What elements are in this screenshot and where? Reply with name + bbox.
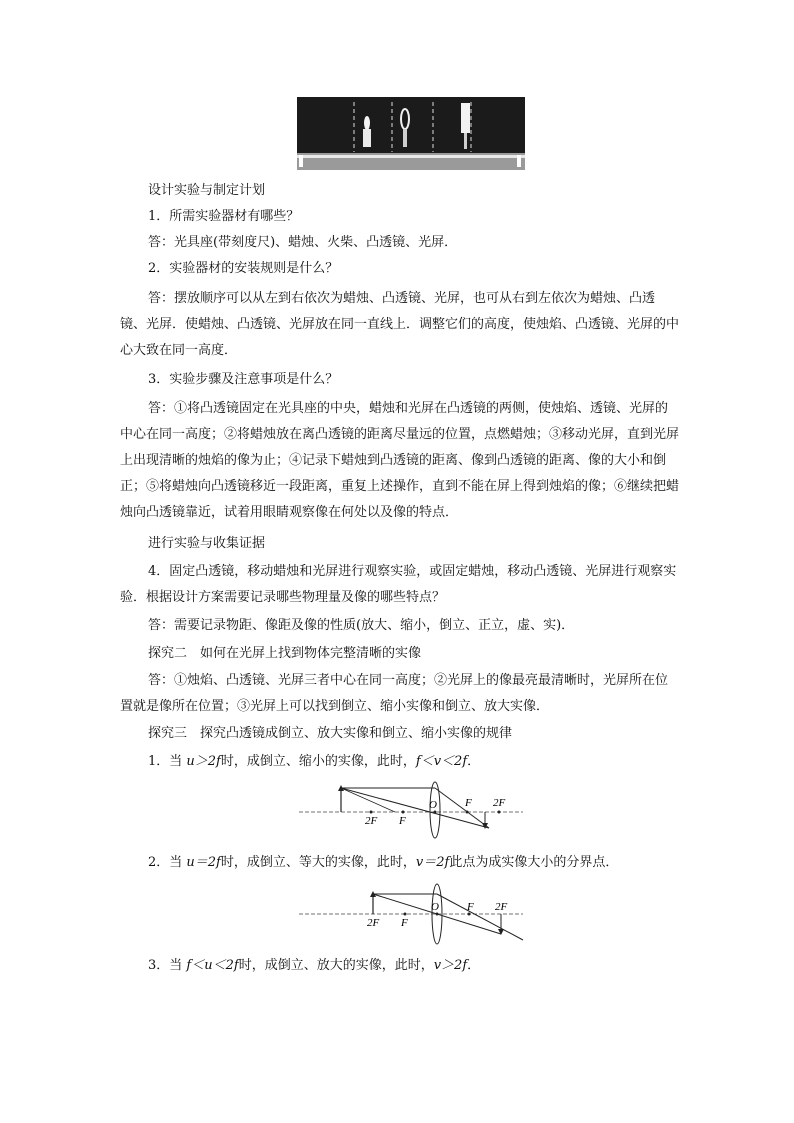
answer-2: 答：摆放顺序可以从左到右依次为蜡烛、凸透镜、光屏，也可从右到左依次为蜡烛、凸透镜、光屏．使蜡烛、凸透镜、光屏放在同一直线上．调整它们的高度，使烛焰、凸透镜、光屏的中心大致在同一高度．: [120, 291, 680, 358]
answer-5: 答：①烛焰、凸透镜、光屏三者中心在同一高度；②光屏上的像最亮最清晰时，光屏所在位置就是像所在位置；③光屏上可以找到倒立、缩小实像和倒立、放大实像．: [120, 673, 669, 714]
label-2F-left: 2F: [365, 815, 378, 827]
label-2F-right: 2F: [493, 797, 506, 809]
section-heading-collect: 进行实验与收集证据: [148, 536, 266, 551]
label-2F-left: 2F: [367, 917, 380, 929]
label-F-right: F: [467, 901, 474, 913]
answer-4: 答：需要记录物距、像距及像的性质(放大、缩小，倒立、正立，虚、实)．: [148, 618, 575, 633]
question-1: 1．所需实验器材有哪些？: [148, 209, 300, 224]
question-4: 4．固定凸透镜，移动蜡烛和光屏进行观察实验，或固定蜡烛，移动凸透镜、光屏进行观察实验．根据设计方案需要记录哪些物理量及像的哪些特点？: [120, 564, 677, 605]
explore-2-heading: 探究二 如何在光屏上找到物体完整清晰的实像: [148, 646, 422, 661]
ray-diagram-2: [297, 880, 525, 948]
rule-1: 1．当 u＞2f时，成倒立、缩小的实像，此时，f＜v＜2f．: [148, 754, 481, 769]
label-F-left: F: [399, 815, 406, 827]
question-2: 2．实验器材的安装规则是什么？: [148, 261, 339, 276]
answer-3: 答：①将凸透镜固定在光具座的中央，蜡烛和光屏在凸透镜的两侧，使烛焰、透镜、光屏的中心在同一高度；②将蜡烛放在离凸透镜的距离尽量远的位置，点燃蜡烛；③移动光屏，直到光屏上出现清晰的烛焰的像为止；④记录下蜡烛到凸透镜的距离、像到凸透镜的距离、像的大小和倒正；⑤将蜡烛向凸透镜移近一段距离，重复上述操作，直到不能在屏上得到烛焰的像；⑥继续把蜡烛向凸透镜靠近，试着用眼睛观察像在何处以及像的特点．: [120, 401, 680, 520]
question-3: 3．实验步骤及注意事项是什么？: [148, 372, 339, 387]
rule-2: 2．当 u＝2f时，成倒立、等大的实像，此时，v＝2f此点为成实像大小的分界点．: [148, 855, 619, 870]
optical-bench-photo: [297, 97, 525, 170]
rule-3: 3．当 f＜u＜2f时，成倒立、放大的实像，此时，v＞2f．: [148, 958, 481, 973]
label-2F-right: 2F: [495, 901, 508, 913]
label-F-left: F: [401, 917, 408, 929]
explore-3-heading: 探究三 探究凸透镜成倒立、放大实像和倒立、缩小实像的规律: [148, 726, 513, 741]
label-O: O: [429, 799, 437, 811]
label-O: O: [431, 901, 439, 913]
ray-diagram-1: [297, 776, 525, 840]
section-heading-plan: 设计实验与制定计划: [148, 183, 266, 198]
answer-1: 答：光具座(带刻度尺)、蜡烛、火柴、凸透镜、光屏．: [148, 235, 458, 250]
label-F-right: F: [465, 797, 472, 809]
